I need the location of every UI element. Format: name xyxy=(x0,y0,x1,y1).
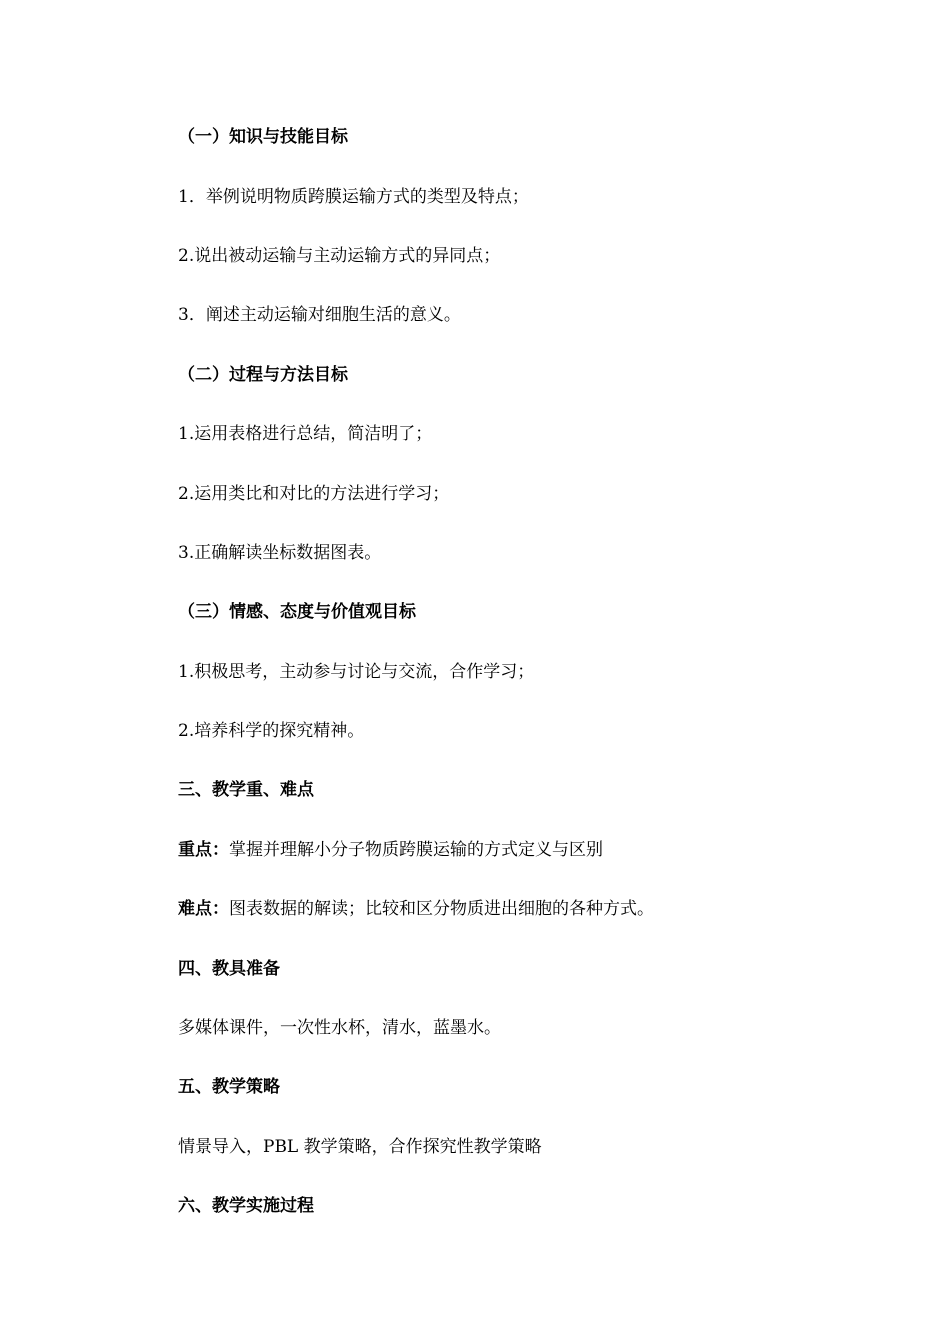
section-heading-process: （二）过程与方法目标 xyxy=(178,365,348,385)
difficulty-text: 图表数据的解读；比较和区分物质进出细胞的各种方式。 xyxy=(229,899,654,919)
focus-text: 掌握并理解小分子物质跨膜运输的方式定义与区别 xyxy=(229,840,603,860)
knowledge-item-3: 3．阐述主动运输对细胞生活的意义。 xyxy=(178,305,461,325)
materials-text: 多媒体课件，一次性水杯，清水，蓝墨水。 xyxy=(178,1018,501,1038)
section-heading-strategy: 五、教学策略 xyxy=(178,1077,280,1097)
knowledge-item-1: 1．举例说明物质跨膜运输方式的类型及特点； xyxy=(178,187,529,207)
difficulty-line xyxy=(178,898,654,920)
process-item-1: 1.运用表格进行总结，简洁明了； xyxy=(178,424,433,444)
process-item-3: 3.正确解读坐标数据图表。 xyxy=(178,543,382,563)
knowledge-item-2: 2.说出被动运输与主动运输方式的异同点； xyxy=(178,246,501,266)
section-heading-implementation: 六、教学实施过程 xyxy=(178,1196,314,1216)
section-heading-attitude: （三）情感、态度与价值观目标 xyxy=(178,602,416,622)
attitude-item-1: 1.积极思考，主动参与讨论与交流，合作学习； xyxy=(178,662,535,682)
process-item-2: 2.运用类比和对比的方法进行学习； xyxy=(178,484,450,504)
difficulty-label: 难点： xyxy=(178,899,229,919)
section-heading-materials: 四、教具准备 xyxy=(178,959,280,979)
focus-line xyxy=(178,839,603,861)
focus-label: 重点： xyxy=(178,840,229,860)
section-heading-key-points: 三、教学重、难点 xyxy=(178,780,314,800)
strategy-text: 情景导入，PBL 教学策略，合作探究性教学策略 xyxy=(178,1137,542,1157)
section-heading-knowledge: （一）知识与技能目标 xyxy=(178,127,348,147)
attitude-item-2: 2.培养科学的探究精神。 xyxy=(178,721,365,741)
